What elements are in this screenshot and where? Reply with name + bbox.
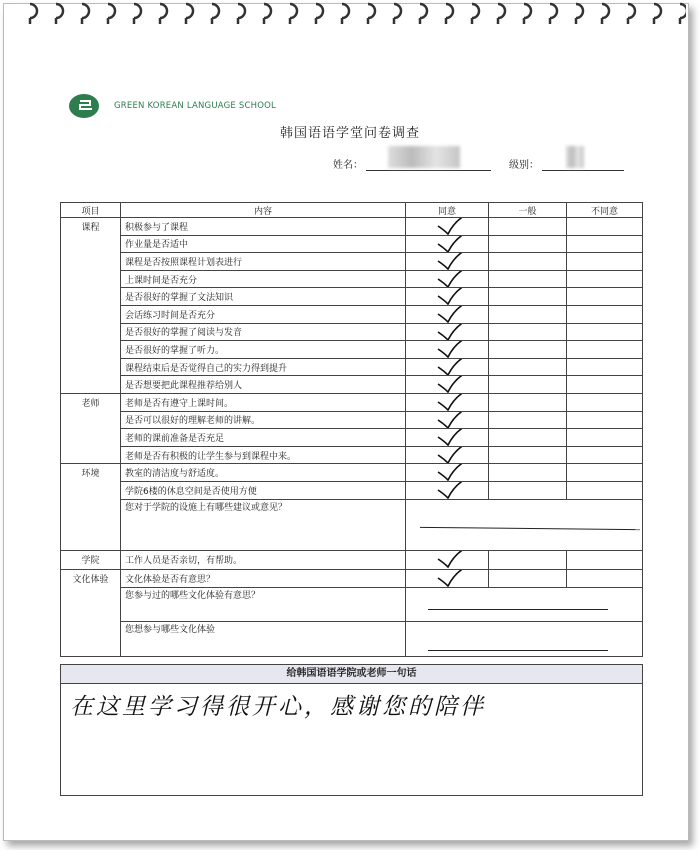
check-mark-icon	[436, 570, 476, 588]
neutral-cell[interactable]	[489, 446, 567, 464]
check-mark-icon	[436, 218, 476, 236]
handwritten-line	[428, 650, 608, 651]
neutral-cell[interactable]	[489, 393, 567, 411]
check-mark-icon	[436, 341, 476, 359]
row-question: 学院6楼的休息空间是否使用方便	[121, 481, 406, 499]
table-row	[61, 376, 643, 394]
name-label: 姓名：	[333, 160, 363, 171]
neutral-cell[interactable]	[489, 464, 567, 482]
row-question: 作业量是否适中	[121, 235, 406, 253]
category-course: 课程	[61, 218, 121, 394]
category-teacher: 老师	[61, 393, 121, 463]
table-row	[61, 218, 643, 236]
neutral-cell[interactable]	[489, 288, 567, 306]
table-row	[61, 358, 643, 376]
row-question: 积极参与了课程	[121, 218, 406, 236]
agree-cell[interactable]	[406, 464, 489, 482]
level-label: 级别：	[509, 160, 539, 171]
table-row	[61, 323, 643, 341]
disagree-cell[interactable]	[567, 288, 643, 306]
row-question: 您参与过的哪些文化体验有意思？	[121, 587, 406, 621]
check-mark-icon	[436, 270, 476, 288]
handwritten-message: 在这里学习得很开心，感谢您的陪伴	[70, 694, 486, 720]
disagree-cell[interactable]	[567, 358, 643, 376]
table-row	[61, 464, 643, 482]
school-logo	[68, 93, 276, 119]
name-underline	[366, 170, 491, 171]
disagree-cell[interactable]	[567, 235, 643, 253]
survey-table	[60, 202, 643, 657]
row-question: 您对于学院的设施上有哪些建议或意见？	[121, 499, 406, 550]
table-row	[61, 393, 643, 411]
disagree-cell[interactable]	[567, 270, 643, 288]
category-culture: 文化体验	[61, 570, 121, 657]
header-neutral: 一般	[489, 203, 567, 218]
neutral-cell[interactable]	[489, 235, 567, 253]
neutral-cell[interactable]	[489, 270, 567, 288]
row-question: 老师是否有积极的让学生参与到课程中来。	[121, 446, 406, 464]
neutral-cell[interactable]	[489, 429, 567, 447]
agree-cell[interactable]	[406, 411, 489, 429]
row-question: 课程是否按照课程计划表进行	[121, 253, 406, 271]
check-mark-icon	[436, 550, 476, 569]
neutral-cell[interactable]	[489, 323, 567, 341]
header-disagree: 不同意	[567, 203, 643, 218]
disagree-cell[interactable]	[567, 218, 643, 236]
table-row	[61, 305, 643, 323]
row-question: 教室的清洁度与舒适度。	[121, 464, 406, 482]
answer-area[interactable]	[406, 499, 643, 550]
row-question: 您想参与哪些文化体验	[121, 621, 406, 656]
disagree-cell[interactable]	[567, 481, 643, 499]
check-mark-icon	[436, 464, 476, 482]
disagree-cell[interactable]	[567, 464, 643, 482]
disagree-cell[interactable]	[567, 550, 643, 570]
agree-cell[interactable]	[406, 393, 489, 411]
table-row	[61, 481, 643, 499]
handwritten-line	[428, 609, 608, 610]
answer-area[interactable]	[406, 587, 643, 621]
row-question: 是否可以很好的理解老师的讲解。	[121, 411, 406, 429]
agree-cell[interactable]	[406, 446, 489, 464]
agree-cell[interactable]	[406, 323, 489, 341]
neutral-cell[interactable]	[489, 218, 567, 236]
agree-cell[interactable]	[406, 358, 489, 376]
table-row	[61, 429, 643, 447]
category-environment: 环境	[61, 464, 121, 550]
table-row	[61, 411, 643, 429]
table-header-row	[61, 203, 643, 218]
disagree-cell[interactable]	[567, 393, 643, 411]
disagree-cell[interactable]	[567, 253, 643, 271]
row-question: 文化体验是否有意思？	[121, 570, 406, 588]
header-content: 内容	[121, 203, 406, 218]
disagree-cell[interactable]	[567, 446, 643, 464]
table-row	[61, 550, 643, 570]
row-question: 是否很好的掌握了听力。	[121, 341, 406, 359]
neutral-cell[interactable]	[489, 253, 567, 271]
agree-cell[interactable]	[406, 481, 489, 499]
agree-cell[interactable]	[406, 270, 489, 288]
disagree-cell[interactable]	[567, 341, 643, 359]
check-mark-icon	[436, 288, 476, 306]
check-mark-icon	[436, 323, 476, 341]
neutral-cell[interactable]	[489, 358, 567, 376]
level-redacted	[566, 146, 584, 168]
check-mark-icon	[436, 481, 476, 499]
agree-cell[interactable]	[406, 570, 489, 588]
table-row	[61, 235, 643, 253]
disagree-cell[interactable]	[567, 570, 643, 588]
table-row	[61, 570, 643, 588]
check-mark-icon	[436, 253, 476, 271]
agree-cell[interactable]	[406, 550, 489, 570]
disagree-cell[interactable]	[567, 376, 643, 394]
row-question: 老师是否有遵守上课时间。	[121, 393, 406, 411]
agree-cell[interactable]	[406, 305, 489, 323]
row-question: 是否很好的掌握了文法知识	[121, 288, 406, 306]
agree-cell[interactable]	[406, 253, 489, 271]
header-agree: 同意	[406, 203, 489, 218]
message-header: 给韩国语语学院或老师一句话	[60, 664, 643, 684]
check-mark-icon	[436, 235, 476, 253]
table-row	[61, 253, 643, 271]
header-item: 项目	[61, 203, 121, 218]
neutral-cell[interactable]	[489, 341, 567, 359]
table-row	[61, 270, 643, 288]
agree-cell[interactable]	[406, 341, 489, 359]
check-mark-icon	[436, 358, 476, 376]
table-row	[61, 587, 643, 621]
neutral-cell[interactable]	[489, 550, 567, 570]
check-mark-icon	[436, 446, 476, 464]
name-redacted	[388, 146, 460, 168]
disagree-cell[interactable]	[567, 429, 643, 447]
row-question: 是否很好的掌握了阅读与发音	[121, 323, 406, 341]
neutral-cell[interactable]	[489, 376, 567, 394]
agree-cell[interactable]	[406, 235, 489, 253]
table-row	[61, 341, 643, 359]
form-title: 韩国语语学堂问卷调查	[279, 126, 420, 141]
agree-cell[interactable]	[406, 376, 489, 394]
spiral-binding	[26, 0, 686, 28]
table-row	[61, 288, 643, 306]
neutral-cell[interactable]	[489, 305, 567, 323]
school-logo-icon	[68, 93, 104, 119]
check-mark-icon	[436, 429, 476, 447]
category-academy: 学院	[61, 550, 121, 570]
row-question: 是否想要把此课程推荐给别人	[121, 376, 406, 394]
school-name: GREEN KOREAN LANGUAGE SCHOOL	[114, 101, 276, 111]
agree-cell[interactable]	[406, 218, 489, 236]
disagree-cell[interactable]	[567, 323, 643, 341]
agree-cell[interactable]	[406, 429, 489, 447]
row-question: 工作人员是否亲切，有帮助。	[121, 550, 406, 570]
check-mark-icon	[436, 393, 476, 411]
check-mark-icon	[436, 376, 476, 394]
neutral-cell[interactable]	[489, 481, 567, 499]
neutral-cell[interactable]	[489, 570, 567, 588]
row-question: 会话练习时间是否充分	[121, 305, 406, 323]
level-underline	[542, 170, 624, 171]
row-question: 老师的课前准备是否充足	[121, 429, 406, 447]
neutral-cell[interactable]	[489, 411, 567, 429]
check-mark-icon	[436, 305, 476, 323]
disagree-cell[interactable]	[567, 411, 643, 429]
check-mark-icon	[436, 411, 476, 429]
table-row	[61, 499, 643, 550]
row-question: 课程结束后是否觉得自己的实力得到提升	[121, 358, 406, 376]
row-question: 上课时间是否充分	[121, 270, 406, 288]
agree-cell[interactable]	[406, 288, 489, 306]
disagree-cell[interactable]	[567, 305, 643, 323]
table-row	[61, 446, 643, 464]
